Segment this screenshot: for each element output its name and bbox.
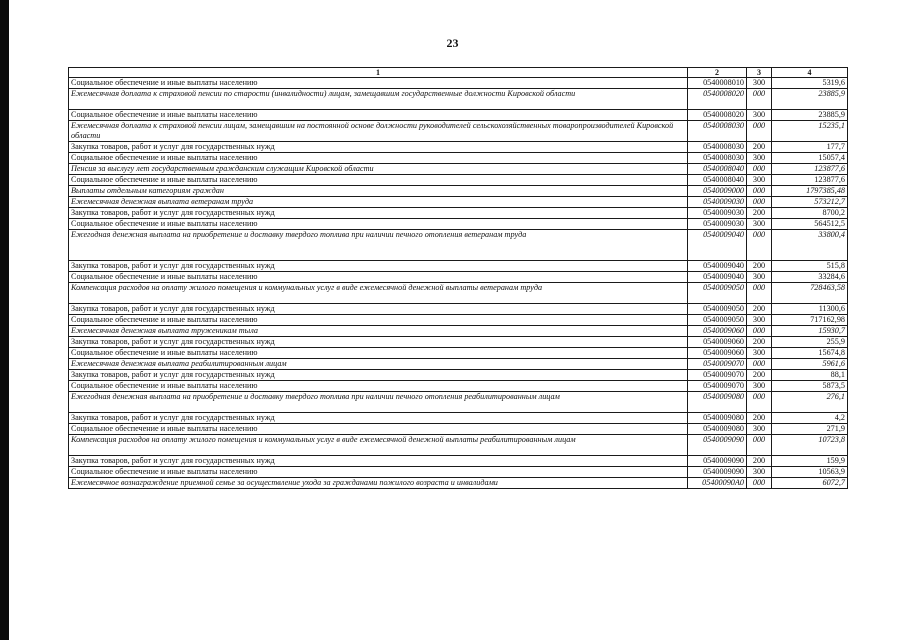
row-name-cell: Ежемесячная денежная выплата ветеранам труда [69,197,688,208]
table-row [69,370,848,381]
row-amount-cell: 717162,98 [772,315,848,326]
table-row [69,424,848,435]
page-number: 23 [446,36,459,50]
table-row [69,413,848,424]
row-vr-cell: 000 [747,121,772,142]
table-row [69,261,848,272]
row-code-cell: 0540009090 [688,456,747,467]
row-amount-cell: 271,9 [772,424,848,435]
row-code-cell: 0540009050 [688,304,747,315]
row-amount-cell: 15930,7 [772,326,848,337]
row-amount-cell: 515,8 [772,261,848,272]
column-header: 3 [747,68,772,78]
row-code-cell: 0540008030 [688,153,747,164]
row-amount-cell: 573212,7 [772,197,848,208]
row-name-cell: Социальное обеспечение и иные выплаты населению [69,78,688,89]
row-name-cell: Закупка товаров, работ и услуг для государственных нужд [69,142,688,153]
row-code-cell: 0540009040 [688,261,747,272]
row-vr-cell: 300 [747,381,772,392]
row-vr-cell: 200 [747,208,772,219]
row-name-cell: Закупка товаров, работ и услуг для государственных нужд [69,456,688,467]
row-name-cell: Компенсация расходов на оплату жилого помещения и коммунальных услуг в виде ежемесячной денежной выплаты реабилитированным лицам [69,435,688,456]
row-name-cell: Закупка товаров, работ и услуг для государственных нужд [69,261,688,272]
row-amount-cell: 5319,6 [772,78,848,89]
row-code-cell: 0540009080 [688,424,747,435]
row-vr-cell: 300 [747,175,772,186]
row-vr-cell: 200 [747,413,772,424]
column-header: 2 [688,68,747,78]
row-code-cell: 0540009070 [688,370,747,381]
row-vr-cell: 300 [747,424,772,435]
budget-table [68,67,848,489]
row-name-cell: Закупка товаров, работ и услуг для государственных нужд [69,208,688,219]
table-row [69,359,848,370]
row-amount-cell: 123877,6 [772,164,848,175]
row-code-cell: 0540008030 [688,121,747,142]
row-vr-cell: 300 [747,315,772,326]
row-amount-cell: 10723,8 [772,435,848,456]
row-name-cell: Социальное обеспечение и иные выплаты населению [69,153,688,164]
table-row [69,467,848,478]
row-name-cell: Социальное обеспечение и иные выплаты населению [69,467,688,478]
row-name-cell: Пенсия за выслугу лет государственным гражданским служащим Кировской области [69,164,688,175]
table-row [69,186,848,197]
row-name-cell: Социальное обеспечение и иные выплаты населению [69,315,688,326]
row-code-cell: 05400090А0 [688,478,747,489]
row-code-cell: 0540009040 [688,272,747,283]
row-name-cell: Закупка товаров, работ и услуг для государственных нужд [69,413,688,424]
row-amount-cell: 276,1 [772,392,848,413]
row-name-cell: Закупка товаров, работ и услуг для государственных нужд [69,370,688,381]
row-amount-cell: 15674,8 [772,348,848,359]
row-amount-cell: 255,9 [772,337,848,348]
row-code-cell: 0540009090 [688,435,747,456]
row-code-cell: 0540008020 [688,110,747,121]
row-name-cell: Социальное обеспечение и иные выплаты населению [69,110,688,121]
row-vr-cell: 200 [747,456,772,467]
table-row [69,283,848,304]
table-row [69,456,848,467]
table-row [69,230,848,261]
row-vr-cell: 300 [747,153,772,164]
table-row [69,435,848,456]
table-row [69,304,848,315]
row-code-cell: 0540009050 [688,283,747,304]
row-name-cell: Ежемесячная доплата к страховой пенсии по старости (инвалидности) лицам, замещавшим государственные должности Кировской области [69,89,688,110]
row-name-cell: Социальное обеспечение и иные выплаты населению [69,424,688,435]
row-code-cell: 0540009000 [688,186,747,197]
table-row [69,121,848,142]
row-amount-cell: 1797385,48 [772,186,848,197]
row-code-cell: 0540008020 [688,89,747,110]
row-vr-cell: 000 [747,435,772,456]
row-code-cell: 0540009040 [688,230,747,261]
row-code-cell: 0540008010 [688,78,747,89]
table-row [69,315,848,326]
row-name-cell: Ежегодная денежная выплата на приобретение и доставку твердого топлива при наличии печного отопления реабилитированным лицам [69,392,688,413]
table-row [69,337,848,348]
row-amount-cell: 123877,6 [772,175,848,186]
row-name-cell: Социальное обеспечение и иные выплаты населению [69,272,688,283]
table-row [69,219,848,230]
row-amount-cell: 88,1 [772,370,848,381]
row-code-cell: 0540009030 [688,197,747,208]
table-row [69,348,848,359]
row-name-cell: Компенсация расходов на оплату жилого помещения и коммунальных услуг в виде ежемесячной денежной выплаты ветеранам труда [69,283,688,304]
table-row [69,78,848,89]
table-row [69,164,848,175]
row-vr-cell: 000 [747,186,772,197]
row-amount-cell: 10563,9 [772,467,848,478]
row-vr-cell: 300 [747,272,772,283]
row-name-cell: Ежемесячное вознаграждение приемной семье за осуществление ухода за гражданами пожилого возраста и инвалидами [69,478,688,489]
table-row [69,208,848,219]
row-amount-cell: 4,2 [772,413,848,424]
row-vr-cell: 000 [747,197,772,208]
row-vr-cell: 200 [747,261,772,272]
table-row [69,197,848,208]
row-code-cell: 0540009060 [688,326,747,337]
row-amount-cell: 564512,5 [772,219,848,230]
row-amount-cell: 8700,2 [772,208,848,219]
row-vr-cell: 000 [747,326,772,337]
row-vr-cell: 200 [747,304,772,315]
row-vr-cell: 000 [747,164,772,175]
row-name-cell: Ежегодная денежная выплата на приобретение и доставку твердого топлива при наличии печного отопления ветеранам труда [69,230,688,261]
row-code-cell: 0540009070 [688,381,747,392]
table-row [69,89,848,110]
row-name-cell: Закупка товаров, работ и услуг для государственных нужд [69,304,688,315]
row-amount-cell: 728463,58 [772,283,848,304]
table-header-row [69,68,848,78]
row-code-cell: 0540009060 [688,337,747,348]
row-name-cell: Социальное обеспечение и иные выплаты населению [69,348,688,359]
row-vr-cell: 000 [747,230,772,261]
row-amount-cell: 6072,7 [772,478,848,489]
row-vr-cell: 300 [747,348,772,359]
row-vr-cell: 300 [747,110,772,121]
row-amount-cell: 177,7 [772,142,848,153]
table-row [69,478,848,489]
row-vr-cell: 300 [747,219,772,230]
table-row [69,175,848,186]
row-vr-cell: 000 [747,89,772,110]
row-name-cell: Выплаты отдельным категориям граждан [69,186,688,197]
row-vr-cell: 200 [747,370,772,381]
row-code-cell: 0540009090 [688,467,747,478]
row-code-cell: 0540009080 [688,392,747,413]
column-header: 1 [69,68,688,78]
column-header: 4 [772,68,848,78]
row-code-cell: 0540009070 [688,359,747,370]
scan-edge-bar [0,0,9,640]
row-code-cell: 0540008040 [688,175,747,186]
row-amount-cell: 23885,9 [772,89,848,110]
row-code-cell: 0540008040 [688,164,747,175]
row-name-cell: Ежемесячная доплата к страховой пенсии лицам, замещавшим на постоянной основе должности руководителей сельскохозяйственных товаропроизводителей Кировской области [69,121,688,142]
row-vr-cell: 000 [747,392,772,413]
row-code-cell: 0540009030 [688,219,747,230]
row-amount-cell: 5961,6 [772,359,848,370]
table-row [69,142,848,153]
row-amount-cell: 5873,5 [772,381,848,392]
row-code-cell: 0540009080 [688,413,747,424]
row-name-cell: Социальное обеспечение и иные выплаты населению [69,381,688,392]
table-row [69,381,848,392]
row-name-cell: Ежемесячная денежная выплата труженикам тыла [69,326,688,337]
table-row [69,392,848,413]
row-code-cell: 0540009050 [688,315,747,326]
row-vr-cell: 000 [747,283,772,304]
row-code-cell: 0540009060 [688,348,747,359]
table-row [69,153,848,164]
table-row [69,272,848,283]
row-amount-cell: 11300,6 [772,304,848,315]
row-name-cell: Социальное обеспечение и иные выплаты населению [69,175,688,186]
table-row [69,110,848,121]
row-vr-cell: 200 [747,337,772,348]
row-vr-cell: 300 [747,78,772,89]
row-amount-cell: 159,9 [772,456,848,467]
row-name-cell: Ежемесячная денежная выплата реабилитированным лицам [69,359,688,370]
row-vr-cell: 000 [747,359,772,370]
row-vr-cell: 200 [747,142,772,153]
row-vr-cell: 000 [747,478,772,489]
row-amount-cell: 15235,1 [772,121,848,142]
row-name-cell: Закупка товаров, работ и услуг для государственных нужд [69,337,688,348]
row-amount-cell: 33800,4 [772,230,848,261]
row-amount-cell: 15057,4 [772,153,848,164]
table-row [69,326,848,337]
row-amount-cell: 33284,6 [772,272,848,283]
row-name-cell: Социальное обеспечение и иные выплаты населению [69,219,688,230]
row-code-cell: 0540008030 [688,142,747,153]
row-code-cell: 0540009030 [688,208,747,219]
row-amount-cell: 23885,9 [772,110,848,121]
row-vr-cell: 300 [747,467,772,478]
